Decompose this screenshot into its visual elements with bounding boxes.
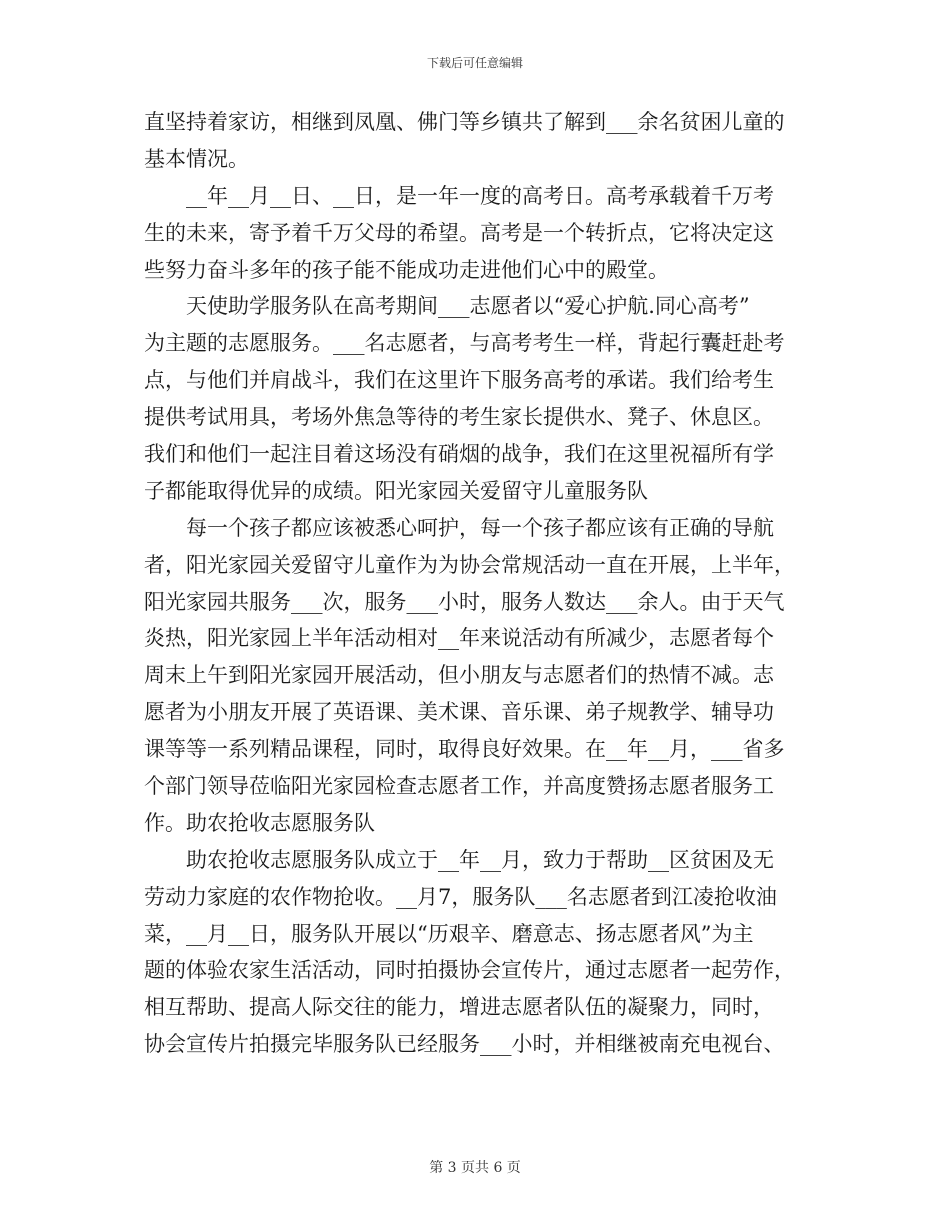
text-line: 题的体验农家生活活动，同时拍摄协会宣传片，通过志愿者一起劳作， — [144, 958, 795, 983]
text-line: 课等等一系列精品课程，同时，取得良好效果。在__年__月，___省多 — [144, 737, 785, 762]
page-footer: 第 3 页共 6 页 — [429, 1160, 521, 1176]
text-line: 直坚持着家访，相继到凤凰、佛门等乡镇共了解到___余名贫困儿童的 — [144, 110, 785, 134]
text-line: 阳光家园共服务___次，服务___小时，服务人数达___余人。由于天气 — [144, 589, 785, 614]
text-line: 者，阳光家园关爱留守儿童作为为协会常规活动一直在开展，上半年， — [144, 552, 795, 577]
text-line: 愿者为小朋友开展了英语课、美术课、音乐课、弟子规教学、辅导功 — [144, 700, 774, 725]
text-line: 劳动力家庭的农作物抢收。__月7，服务队___名志愿者到江凌抢收油 — [144, 884, 777, 909]
text-line: 菜，__月__日，服务队开展以“历艰辛、磨意志、扬志愿者风”为主 — [144, 921, 754, 946]
text-line: 基本情况。 — [144, 146, 249, 171]
text-line: 每一个孩子都应该被悉心呵护，每一个孩子都应该有正确的导航 — [186, 515, 774, 540]
text-line: 个部门领导莅临阳光家园检查志愿者工作，并高度赞扬志愿者服务工 — [144, 774, 774, 799]
text-line: 协会宣传片拍摄完毕服务队已经服务___小时，并相继被南充电视台、 — [144, 1032, 785, 1057]
text-line: 炎热，阳光家园上半年活动相对__年来说活动有所减少，志愿者每个 — [144, 626, 774, 651]
text-line: 为主题的志愿服务。___名志愿者，与高考考生一样，背起行囊赶赴考 — [144, 331, 785, 356]
text-line: 天使助学服务队在高考期间___志愿者以“爱心护航.同心高考” — [186, 294, 750, 319]
text-line: 生的未来，寄予着千万父母的希望。高考是一个转折点，它将决定这 — [144, 220, 774, 245]
text-line: 我们和他们一起注目着这场没有硝烟的战争，我们在这里祝福所有学 — [144, 442, 774, 467]
text-line: 作。助农抢收志愿服务队 — [144, 810, 375, 835]
text-line: __年__月__日、__日，是一年一度的高考日。高考承载着千万考 — [186, 183, 774, 208]
text-line: 助农抢收志愿服务队成立于__年__月，致力于帮助__区贫困及无 — [186, 847, 774, 872]
text-line: 子都能取得优异的成绩。阳光家园关爱留守儿童服务队 — [144, 478, 648, 503]
text-line: 相互帮助、提高人际交往的能力，增进志愿者队伍的凝聚力，同时， — [144, 995, 774, 1020]
text-line: 周末上午到阳光家园开展活动，但小朋友与志愿者们的热情不减。志 — [144, 663, 774, 688]
document-body — [144, 104, 809, 1063]
page-header: 下载后可任意编辑 — [426, 56, 523, 70]
text-line: 些努力奋斗多年的孩子能不能成功走进他们心中的殿堂。 — [144, 257, 669, 282]
text-line: 点，与他们并肩战斗，我们在这里许下服务高考的承诺。我们给考生 — [144, 368, 774, 393]
text-line: 提供考试用具，考场外焦急等待的考生家长提供水、凳子、休息区。 — [144, 405, 774, 430]
